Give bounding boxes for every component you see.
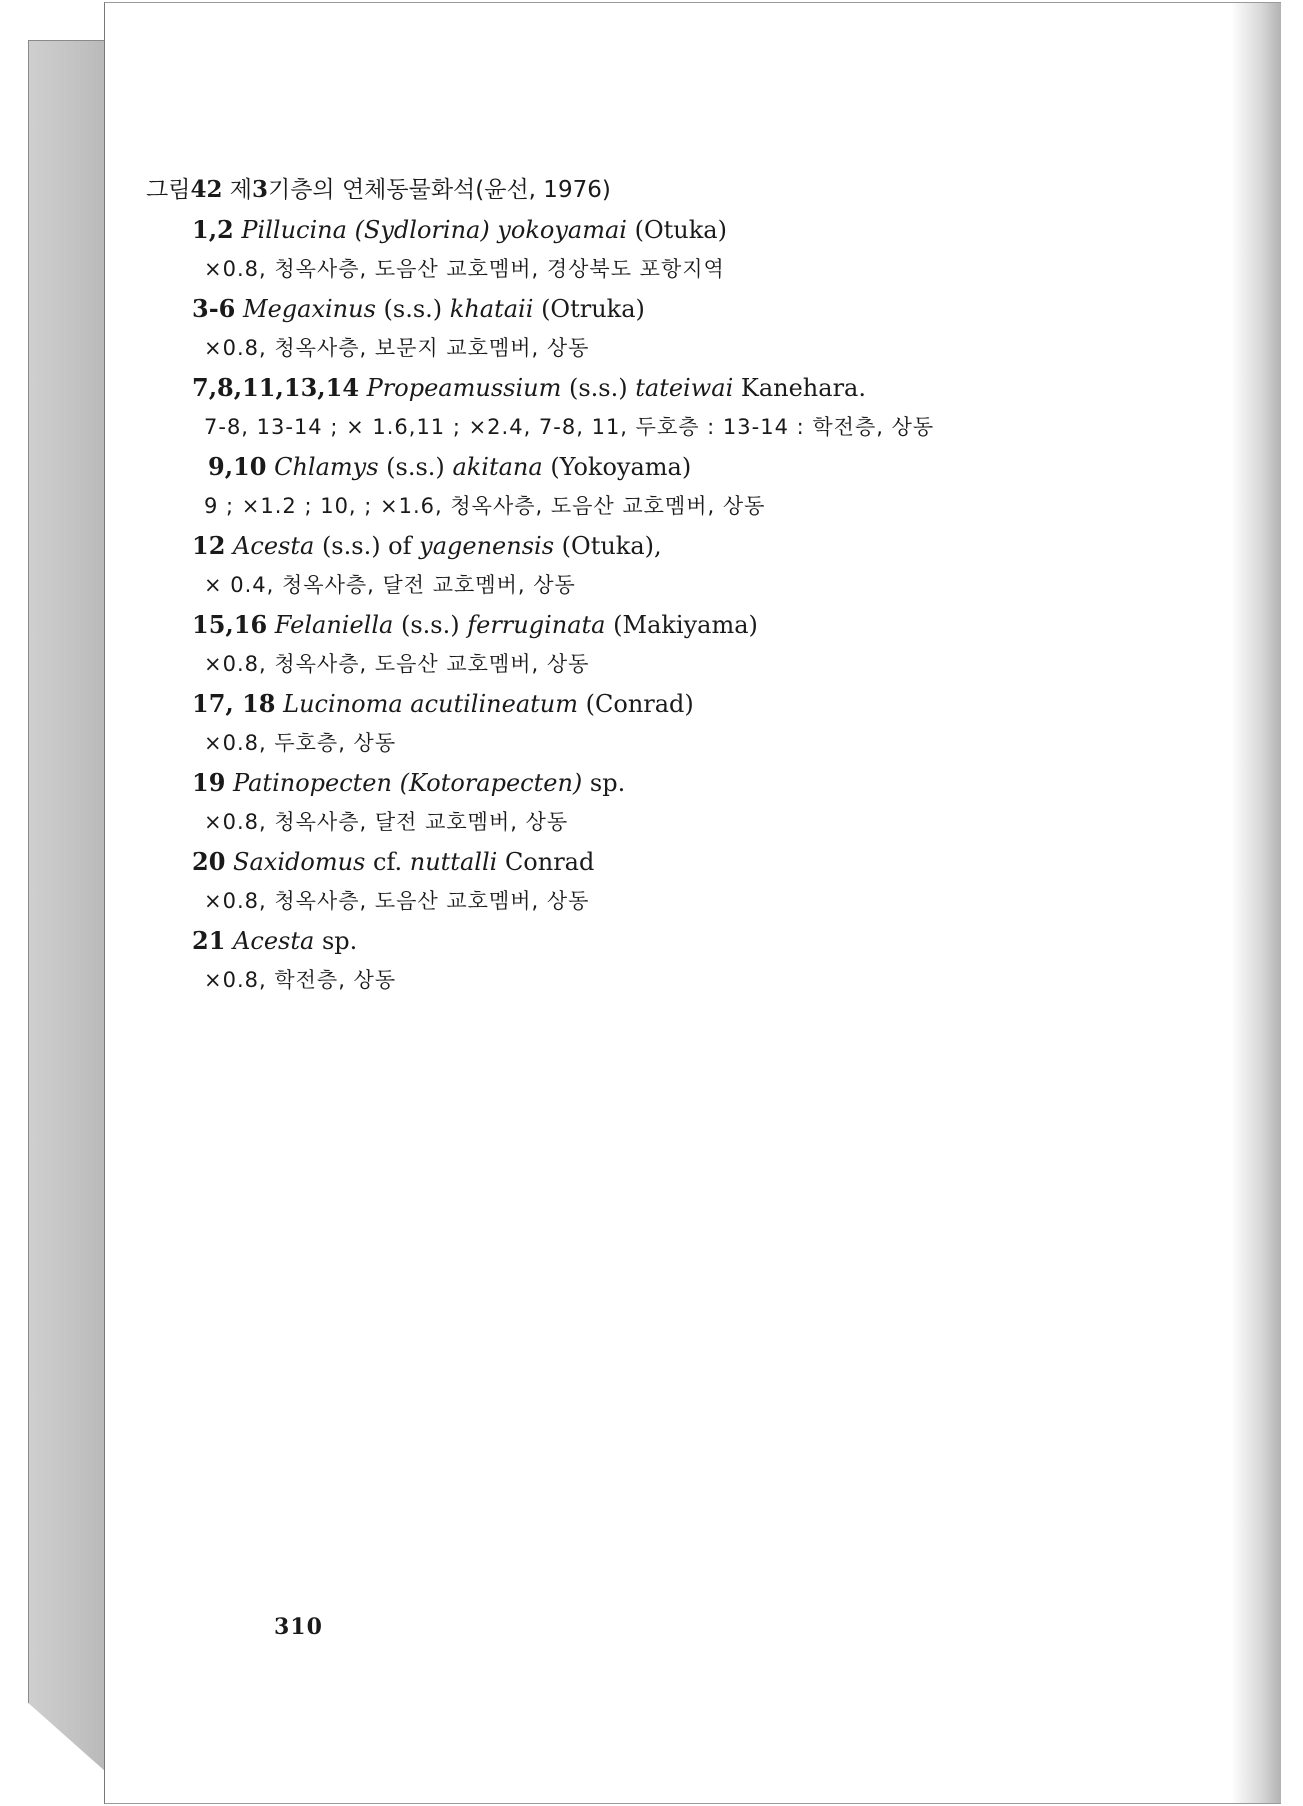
fossil-entry-detail: ×0.8, 청옥사층, 보문지 교호멤버, 상동 [204,336,590,360]
entry-species: yagenensis [419,532,555,560]
caption-bold-num: 3 [251,176,268,203]
caption-prefix: 그림 [146,177,191,203]
fossil-entry-detail: ×0.8, 두호층, 상동 [204,731,397,755]
book-spine [28,40,106,1772]
caption-rest: 기층의 연체동물화석(윤선, 1976) [268,177,611,203]
fossil-entry-detail: 9 ; ×1.2 ; 10, ; ×1.6, 청옥사층, 도음산 교호멤버, 상동 [204,494,766,518]
fossil-entry-detail: 7-8, 13-14 ; × 1.6,11 ; ×2.4, 7-8, 11, 두호층 : 13-14 : 학전층, 상동 [204,415,935,439]
entry-genus: Propeamussium [366,374,562,402]
entry-number: 3-6 [192,294,236,323]
entry-author: (Otruka) [541,295,645,323]
entry-qualifier: (s.s.) of [321,532,412,560]
entry-author: Kanehara. [740,374,866,402]
fossil-entry-title [146,447,1126,487]
entry-subgenus: (Kotorapecten) [399,769,583,797]
entry-qualifier: (s.s.) [568,374,628,402]
fossil-entry-title [146,921,1126,961]
fossil-entry-title [146,368,1126,408]
entry-species: acutilineatum [410,690,578,718]
page-number: 310 [274,1614,323,1640]
entry-genus: Felaniella [274,611,394,639]
fossil-entry-detail: ×0.8, 청옥사층, 도음산 교호멤버, 경상북도 포항지역 [204,257,725,281]
fossil-entry-title [146,289,1126,329]
entry-genus: Lucinoma [283,690,403,718]
entry-species: nuttalli [409,848,498,876]
fossil-entry-title [146,684,1126,724]
page-edge-shadow [1231,3,1281,1803]
entry-number: 9,10 [208,452,267,481]
entry-number: 12 [192,531,226,560]
entry-genus: Megaxinus [243,295,376,323]
entry-qualifier: cf. [373,848,403,876]
entry-species: khataii [449,295,534,323]
entry-species: ferruginata [467,611,606,639]
fossil-entry-title [146,210,1126,250]
entry-author: sp. [321,927,358,955]
entry-number: 20 [192,847,226,876]
fossil-entry-detail: ×0.8, 학전층, 상동 [204,968,397,992]
entry-author: (Conrad) [585,690,694,718]
entry-genus: Pillucina [241,216,347,244]
entry-species: akitana [452,453,543,481]
entry-genus: Saxidomus [233,848,366,876]
caption-number: 42 [190,176,223,203]
fossil-entry-list [146,210,1126,1000]
fossil-entry-title [146,526,1126,566]
entry-qualifier: (s.s.) [383,295,443,323]
entry-author: (Makiyama) [613,611,758,639]
caption-pre-bold: 제 [229,177,252,203]
entry-number: 19 [192,768,226,797]
entry-number: 7,8,11,13,14 [192,373,360,402]
fossil-entry-detail: ×0.8, 청옥사층, 도음산 교호멤버, 상동 [204,889,590,913]
entry-number: 21 [192,926,226,955]
entry-number: 1,2 [192,215,234,244]
fossil-entry-title [146,842,1126,882]
figure-caption-block [146,170,1126,1000]
fossil-entry-title [146,763,1126,803]
entry-qualifier: (s.s.) [386,453,445,481]
entry-subgenus: (Sydlorina) [354,216,490,244]
entry-species: tateiwai [635,374,734,402]
entry-author: (Otuka) [634,216,727,244]
figure-caption [146,170,1126,210]
entry-author: (Yokoyama) [550,453,692,481]
book-spine-top [28,0,106,43]
entry-author: (Otuka), [561,532,662,560]
fossil-entry-title [146,605,1126,645]
entry-species: yokoyamai [497,216,627,244]
entry-number: 17, 18 [192,689,276,718]
entry-genus: Acesta [233,532,315,560]
fossil-entry-detail: ×0.8, 청옥사층, 달전 교호멤버, 상동 [204,810,569,834]
entry-genus: Patinopecten [233,769,392,797]
entry-genus: Acesta [233,927,315,955]
fossil-entry-detail: × 0.4, 청옥사층, 달전 교호멤버, 상동 [204,573,576,597]
entry-author: sp. [589,769,626,797]
entry-author: Conrad [504,848,595,876]
entry-genus: Chlamys [274,453,379,481]
entry-number: 15,16 [192,610,268,639]
entry-qualifier: (s.s.) [400,611,460,639]
fossil-entry-detail: ×0.8, 청옥사층, 도음산 교호멤버, 상동 [204,652,590,676]
